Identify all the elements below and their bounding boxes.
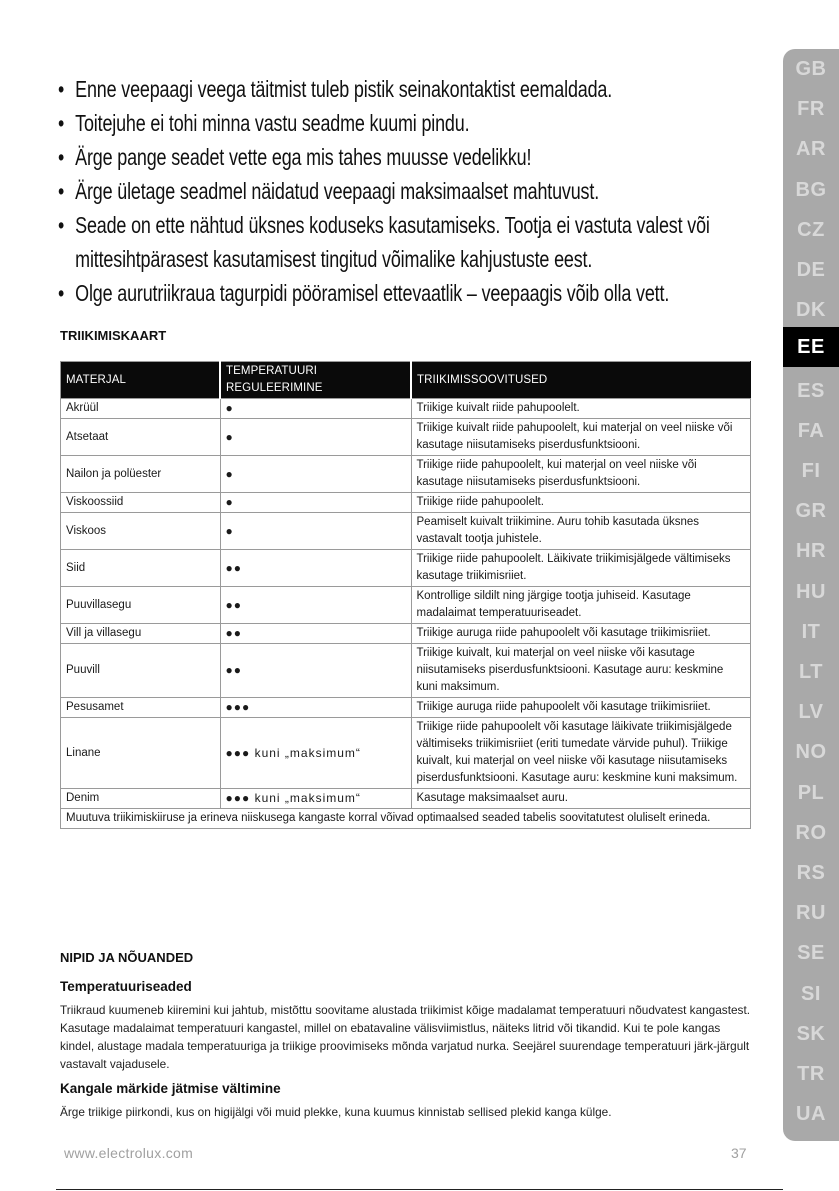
advice-cell: Triikige riide pahupoolelt. bbox=[411, 493, 751, 513]
header-material: MATERJAL bbox=[61, 362, 221, 399]
table-row bbox=[61, 718, 751, 789]
language-tab-de[interactable]: DE bbox=[796, 259, 826, 281]
table-row bbox=[61, 513, 751, 550]
material-cell: Linane bbox=[61, 718, 221, 789]
language-tab-fi[interactable]: FI bbox=[801, 460, 821, 482]
temperature-cell: ● bbox=[220, 399, 411, 419]
bullet-mark: • bbox=[58, 280, 65, 306]
header-temperature: TEMPERATUURI REGULEERIMINE bbox=[220, 362, 411, 399]
material-cell: Nailon ja polüester bbox=[61, 456, 221, 493]
bullet-mark: • bbox=[58, 212, 65, 238]
language-tab-lt[interactable]: LT bbox=[799, 661, 823, 683]
language-tab-it[interactable]: IT bbox=[801, 620, 821, 643]
table-row bbox=[61, 587, 751, 624]
temperature-cell: ●●● kuni „maksimum“ bbox=[220, 718, 411, 789]
advice-cell: Triikige kuivalt riide pahupoolelt. bbox=[411, 399, 751, 419]
language-tab-hr[interactable]: HR bbox=[796, 540, 826, 563]
temperature-cell: ●● bbox=[220, 550, 411, 587]
temperature-text: Triikraud kuumeneb kiiremini kui jahtub, mistõttu soovitame alustada triikimist kõige madalamat temperatuuri nõudvatest kangastest. Kasutage madalaimat temperatuuri kangastel, millel on ebatavaline välisviimistlus, näiteks litrid või tikandid. Kui te pole kangas kindel, alustage madala temperatuuriga ja triikige proovimiseks mõnda varjatud nurka. Seejärel suurendage temperatuuri järk-järgult vastavalt vajadusele. bbox=[60, 1003, 750, 1071]
tips-title: NIPID JA NÕUANDED bbox=[60, 950, 194, 965]
language-tab-fr[interactable]: FR bbox=[797, 98, 825, 121]
safety-bullet: • Seade on ette nähtud üksnes koduseks kasutamiseks. Tootja ei vastuta valest või mittesihtpärasest kasutamisest tingitud võimalike kahjustuste eest. bbox=[58, 208, 787, 276]
table-footnote-row bbox=[61, 809, 751, 829]
safety-bullet: • Ärge pange seadet vette ega mis tahes muusse vedelikku! bbox=[58, 140, 787, 174]
table-footnote: Muutuva triikimiskiiruse ja erineva niiskusega kangaste korral võivad optimaalsed seaded tabelis soovitatutest oluliselt erineda. bbox=[61, 809, 751, 829]
temperature-cell: ● bbox=[220, 456, 411, 493]
material-cell: Atsetaat bbox=[61, 419, 221, 456]
language-tab-tr[interactable]: TR bbox=[797, 1063, 825, 1085]
marks-heading: Kangale märkide jätmise vältimine bbox=[60, 1081, 281, 1096]
language-tab-ro[interactable]: RO bbox=[795, 821, 827, 844]
temperature-cell: ●●● kuni „maksimum“ bbox=[220, 789, 411, 809]
temperature-cell: ●● bbox=[220, 644, 411, 698]
temperature-cell: ● bbox=[220, 513, 411, 550]
language-tab-si[interactable]: SI bbox=[801, 982, 821, 1005]
language-tab-ru[interactable]: RU bbox=[796, 902, 826, 925]
bullet-mark: • bbox=[58, 110, 65, 136]
language-tab-lv[interactable]: LV bbox=[798, 701, 824, 724]
table-row bbox=[61, 550, 751, 587]
language-tab-gr[interactable]: GR bbox=[795, 500, 827, 523]
advice-cell: Triikige kuivalt riide pahupoolelt, kui materjal on veel niiske või kasutage niisutamiseks piserdusfunktsiooni. bbox=[411, 419, 751, 456]
language-tab-dk[interactable]: DK bbox=[796, 299, 826, 322]
language-tab-rs[interactable]: RS bbox=[796, 862, 826, 884]
footer-url[interactable]: www.electrolux.com bbox=[64, 1145, 194, 1161]
language-tab-no[interactable]: NO bbox=[795, 741, 827, 764]
page-number: 37 bbox=[731, 1145, 747, 1161]
language-tab-hu[interactable]: HU bbox=[796, 580, 826, 603]
language-tab-ee[interactable]: EE bbox=[783, 327, 839, 367]
ironing-table bbox=[60, 361, 751, 829]
temperature-cell: ●● bbox=[220, 624, 411, 644]
language-tab-es[interactable]: ES bbox=[797, 379, 825, 402]
material-cell: Viskoos bbox=[61, 513, 221, 550]
table-header-row bbox=[61, 362, 751, 399]
header-advice: TRIIKIMISSOOVITUSED bbox=[411, 362, 751, 399]
temperature-cell: ●●● bbox=[220, 698, 411, 718]
advice-cell: Kasutage maksimaalset auru. bbox=[411, 789, 751, 809]
table-row bbox=[61, 624, 751, 644]
material-cell: Denim bbox=[61, 789, 221, 809]
material-cell: Akrüül bbox=[61, 399, 221, 419]
temperature-cell: ●● bbox=[220, 587, 411, 624]
advice-cell: Triikige riide pahupoolelt või kasutage läikivate triikimisjälgede vältimiseks triikimisriiet (eriti tumedate värvide puhul). Triikige kuivalt, kui materjal on veel niiske või kasutage niisutamiseks piserdusfunktsiooni. Kasutage auru: keskmine kuni maksimum. bbox=[411, 718, 751, 789]
language-tab-ua[interactable]: UA bbox=[796, 1103, 826, 1126]
safety-bullet-list bbox=[58, 72, 768, 310]
material-cell: Pesusamet bbox=[61, 698, 221, 718]
table-row bbox=[61, 644, 751, 698]
language-tab-bg[interactable]: BG bbox=[795, 178, 827, 201]
table-row bbox=[61, 789, 751, 809]
safety-bullet: • Olge aurutriikraua tagurpidi pööramisel ettevaatlik – veepaagis võib olla vett. bbox=[58, 276, 787, 310]
material-cell: Siid bbox=[61, 550, 221, 587]
material-cell: Vill ja villasegu bbox=[61, 624, 221, 644]
advice-cell: Triikige auruga riide pahupoolelt või kasutage triikimisriiet. bbox=[411, 624, 751, 644]
language-tab-sk[interactable]: SK bbox=[796, 1022, 826, 1045]
material-cell: Viskoossiid bbox=[61, 493, 221, 513]
table-row bbox=[61, 399, 751, 419]
language-tab-ar[interactable]: AR bbox=[796, 138, 826, 161]
advice-cell: Triikige auruga riide pahupoolelt või kasutage triikimisriiet. bbox=[411, 698, 751, 718]
bullet-mark: • bbox=[58, 76, 65, 102]
safety-bullet: • Enne veepaagi veega täitmist tuleb pistik seinakontaktist eemaldada. bbox=[58, 72, 787, 106]
temperature-cell: ● bbox=[220, 419, 411, 456]
table-row bbox=[61, 456, 751, 493]
marks-text: Ärge triikige piirkondi, kus on higijälgi või muid plekke, kuna kuumus kinnistab sellised plekid kanga külge. bbox=[60, 1105, 612, 1119]
bullet-mark: • bbox=[58, 178, 65, 204]
advice-cell: Kontrollige sildilt ning järgige tootja juhiseid. Kasutage madalaimat temperatuuriseadet. bbox=[411, 587, 751, 624]
advice-cell: Triikige riide pahupoolelt, kui materjal on veel niiske või kasutage niisutamiseks piserdusfunktsiooni. bbox=[411, 456, 751, 493]
safety-bullet: • Ärge ületage seadmel näidatud veepaagi maksimaalset mahtuvust. bbox=[58, 174, 787, 208]
material-cell: Puuvillasegu bbox=[61, 587, 221, 624]
safety-bullet: • Toitejuhe ei tohi minna vastu seadme kuumi pindu. bbox=[58, 106, 787, 140]
language-tab-pl[interactable]: PL bbox=[797, 781, 825, 804]
language-tab-fa[interactable]: FA bbox=[797, 419, 825, 442]
language-tab-gb[interactable]: GB bbox=[795, 58, 827, 80]
table-row bbox=[61, 493, 751, 513]
language-tab-cz[interactable]: CZ bbox=[797, 218, 825, 241]
footer-divider bbox=[56, 1189, 783, 1190]
temperature-heading: Temperatuuriseaded bbox=[60, 979, 192, 994]
table-title: TRIIKIMISKAART bbox=[60, 328, 167, 343]
temperature-cell: ● bbox=[220, 493, 411, 513]
table-row bbox=[61, 419, 751, 456]
table-row bbox=[61, 698, 751, 718]
bullet-mark: • bbox=[58, 144, 65, 170]
language-tab-se[interactable]: SE bbox=[797, 942, 825, 965]
advice-cell: Triikige kuivalt, kui materjal on veel niiske või kasutage niisutamiseks piserdusfunktsiooni. Kasutage auru: keskmine kuni maksimum. bbox=[411, 644, 751, 698]
material-cell: Puuvill bbox=[61, 644, 221, 698]
advice-cell: Triikige riide pahupoolelt. Läikivate triikimisjälgede vältimiseks kasutage triikimisriiet. bbox=[411, 550, 751, 587]
advice-cell: Peamiselt kuivalt triikimine. Auru tohib kasutada üksnes vastavalt tootja juhistele. bbox=[411, 513, 751, 550]
